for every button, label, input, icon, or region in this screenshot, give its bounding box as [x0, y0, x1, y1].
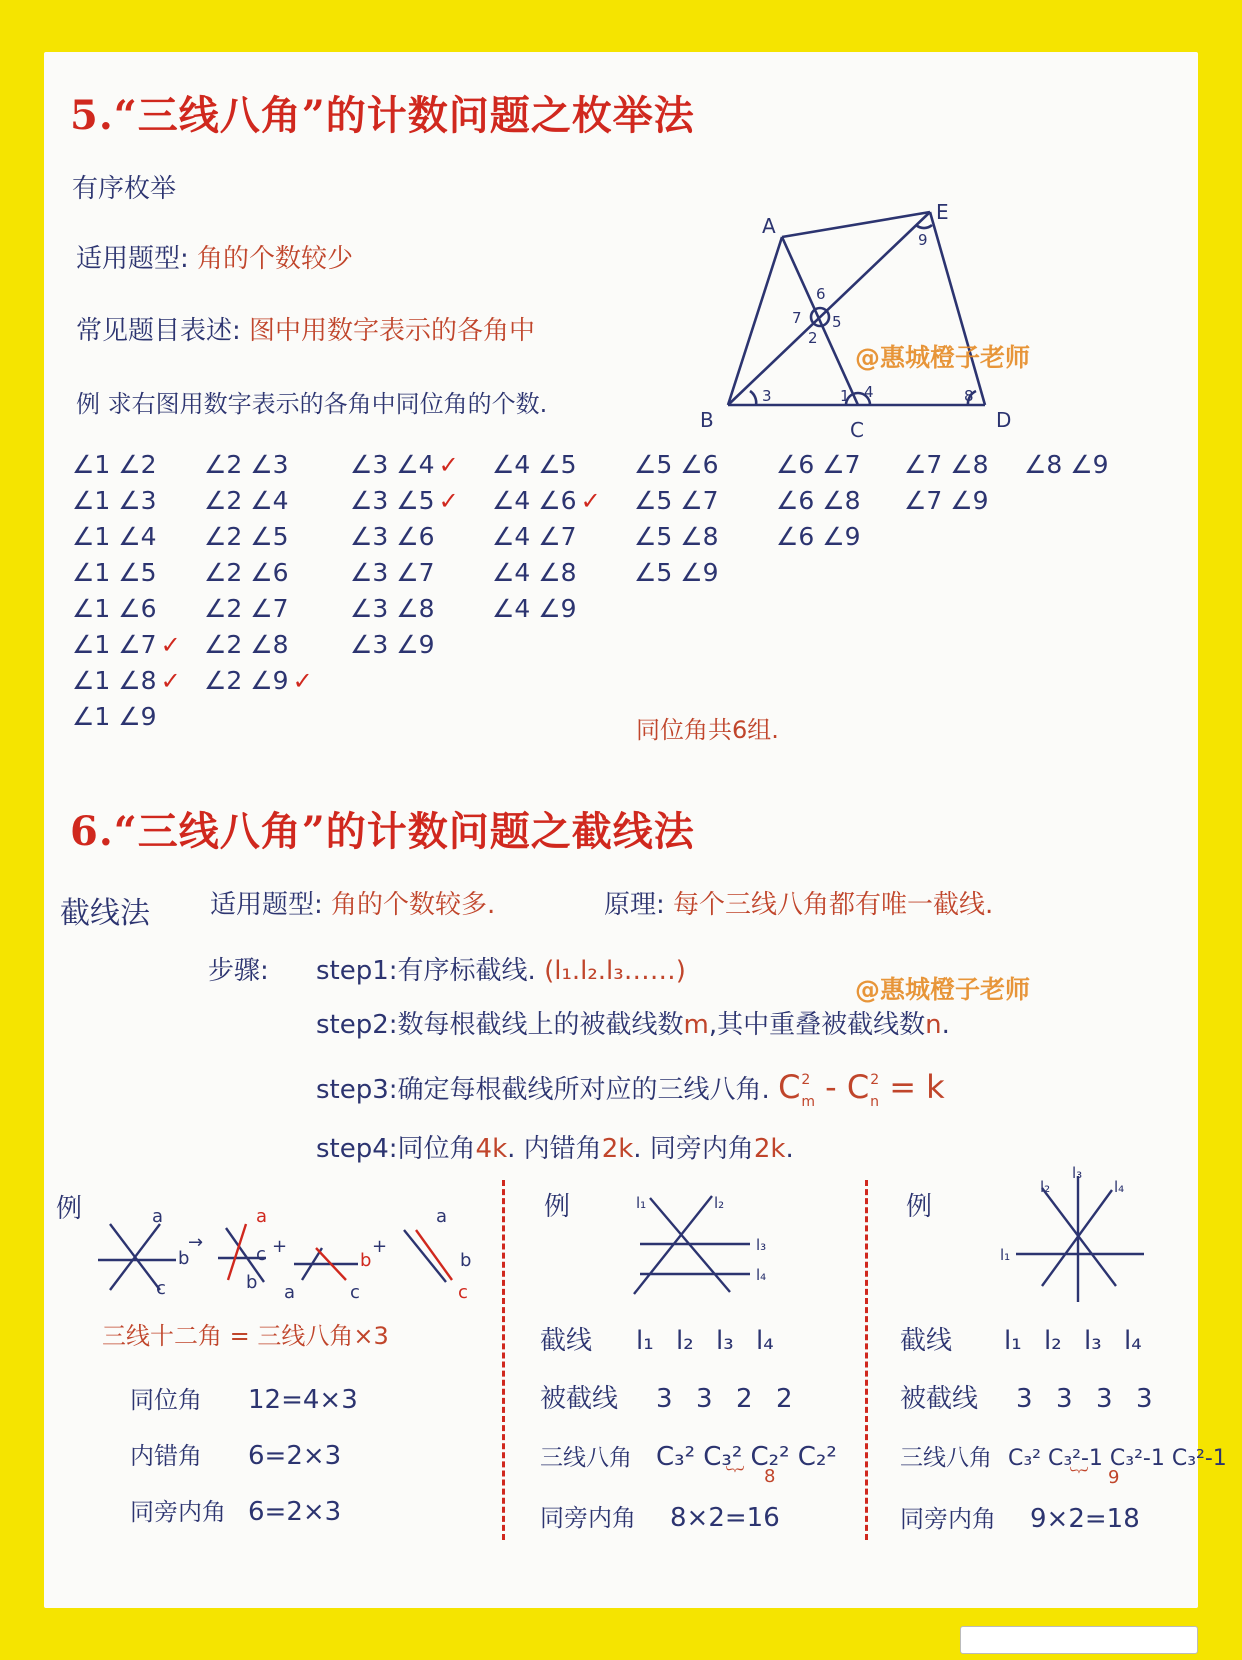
table-cell: 3	[656, 1384, 673, 1414]
angle-pair-text: ∠1 ∠2	[72, 450, 157, 479]
applicable-label-6: 适用题型:	[210, 890, 323, 920]
angle-3: 3	[762, 387, 772, 405]
trapezoid-figure	[700, 200, 1080, 465]
arrow: →	[188, 1232, 204, 1253]
angle-pair-text: ∠2 ∠6	[204, 558, 289, 587]
angle-pair-text: ∠1 ∠6	[72, 594, 157, 623]
step3-text: step3:确定每根截线所对应的三线八角.	[316, 1075, 770, 1105]
angle-pair-text: ∠1 ∠9	[72, 702, 157, 731]
angle-pair-text: ∠2 ∠7	[204, 594, 289, 623]
angle-pair-text: ∠6 ∠7	[776, 450, 861, 479]
angle-pair-text: ∠6 ∠8	[776, 486, 861, 515]
step1-text: step1:有序标截线.	[316, 956, 536, 986]
table-cell: 3	[1096, 1384, 1113, 1414]
step2-n: n	[925, 1010, 942, 1040]
table-cell: 2	[736, 1384, 753, 1414]
angle-pair	[72, 594, 157, 623]
section6-method: 截线法	[60, 896, 150, 931]
table-cell: 3	[1136, 1384, 1153, 1414]
angle-pair	[204, 666, 313, 695]
angle-pair-text: ∠2 ∠5	[204, 522, 289, 551]
svg-text:b: b	[360, 1250, 372, 1271]
angle-pair	[350, 486, 459, 515]
example1-table	[130, 1372, 358, 1540]
angle-count: 6=2×3	[248, 1441, 342, 1471]
step4-b-val: 2k	[601, 1134, 634, 1164]
angle-5: 5	[832, 313, 842, 331]
table-cell: l₂	[1044, 1326, 1062, 1356]
point-D: D	[996, 408, 1012, 432]
example3-table	[900, 1312, 1227, 1548]
minus: -	[814, 1068, 847, 1106]
angle-pair	[904, 486, 989, 515]
ex2-comb: C₃² C₃² C₂² C₂²	[656, 1442, 837, 1472]
common-label: 常见题目表述:	[76, 316, 241, 346]
equals-k: = k	[879, 1068, 945, 1106]
example1-formula: 三线十二角 = 三线八角×3	[102, 1322, 389, 1350]
angle-4: 4	[864, 383, 874, 401]
angle-pair	[72, 450, 157, 479]
example3-label: 例	[906, 1192, 933, 1222]
svg-text:b: b	[246, 1272, 258, 1293]
sub: m	[801, 1094, 815, 1110]
angle-pair-grid	[72, 450, 1172, 770]
step4-c-val: 2k	[753, 1134, 786, 1164]
principle-value: 每个三线八角都有唯一截线.	[673, 890, 994, 920]
angle-pair	[634, 522, 719, 551]
check-mark-icon: ✓	[438, 451, 459, 479]
watermark-1: @惠城橙子老师	[855, 343, 1031, 372]
ex2-header: 截线	[540, 1326, 593, 1356]
angle-pair-text: ∠5 ∠6	[634, 450, 719, 479]
separator-2	[865, 1180, 868, 1540]
angle-pair	[204, 558, 289, 587]
angle-pair-text: ∠2 ∠3	[204, 450, 289, 479]
ex3-cuts	[1016, 1384, 1176, 1414]
ex2-brace-value: 8	[764, 1466, 776, 1487]
angle-pair	[492, 522, 577, 551]
angle-pair-text: ∠7 ∠9	[904, 486, 989, 515]
angle-pair-text: ∠3 ∠9	[350, 630, 435, 659]
step3	[316, 1068, 945, 1110]
ex2-cut-label: 被截线	[540, 1384, 619, 1414]
applicable-value-6: 角的个数较多.	[331, 890, 496, 920]
table-cell: 3	[1016, 1384, 1033, 1414]
step1	[316, 950, 686, 987]
angle-pair	[492, 594, 577, 623]
label-b: b	[178, 1248, 190, 1269]
ex2-result: 8×2=16	[670, 1503, 780, 1533]
ex2-comb-row	[540, 1428, 837, 1487]
line-label-l2: l₂	[714, 1194, 725, 1212]
line-label-l4: l₄	[1114, 1178, 1125, 1196]
section5-example: 例 求右图用数字表示的各角中同位角的个数.	[76, 390, 548, 418]
point-B: B	[700, 408, 714, 432]
angle-pair-text: ∠8 ∠9	[1024, 450, 1109, 479]
angle-pair	[350, 594, 435, 623]
angle-pair	[72, 486, 157, 515]
label-c: c	[156, 1278, 166, 1299]
ex3-comb: C₃² C₃²-1 C₃²-1 C₃²-1	[1008, 1446, 1227, 1471]
ex2-cols	[636, 1326, 796, 1356]
example2-label: 例	[544, 1192, 571, 1222]
step4	[316, 1128, 794, 1165]
ex3-comb-row	[900, 1428, 1227, 1488]
angle-6: 6	[816, 285, 826, 303]
step2	[316, 1004, 950, 1041]
line-label-l4: l₄	[756, 1266, 767, 1284]
ex2-result-row	[540, 1489, 837, 1547]
line-label-l1: l₁	[1000, 1246, 1011, 1264]
angle-pair-text: ∠2 ∠9	[204, 666, 289, 695]
angle-pair	[204, 630, 289, 659]
angle-pair	[72, 666, 181, 695]
angle-9: 9	[918, 231, 928, 249]
example1-row	[130, 1428, 358, 1484]
angle-count: 6=2×3	[248, 1497, 342, 1527]
angle-pair	[204, 486, 289, 515]
angle-pair	[904, 450, 989, 479]
table-cell: l₄	[1124, 1326, 1142, 1356]
ex3-result-row	[900, 1490, 1227, 1548]
check-mark-icon: ✓	[580, 487, 601, 515]
svg-text:c: c	[350, 1282, 360, 1303]
ex3-result: 9×2=18	[1030, 1504, 1140, 1534]
svg-text:a: a	[256, 1206, 268, 1227]
angle-pair-text: ∠2 ∠4	[204, 486, 289, 515]
step4-end: .	[785, 1134, 794, 1164]
step4-c: . 同旁内角	[633, 1134, 754, 1164]
ex2-cut-row	[540, 1370, 837, 1428]
table-cell: 3	[696, 1384, 713, 1414]
example1-label: 例	[56, 1194, 83, 1224]
angle-pair	[1024, 450, 1109, 479]
example2-lines-figure	[630, 1188, 790, 1298]
angle-pair-text: ∠5 ∠9	[634, 558, 719, 587]
angle-pair	[350, 630, 435, 659]
ex3-comb-label: 三线八角	[900, 1445, 992, 1471]
ex3-cols	[1004, 1326, 1164, 1356]
angle-type: 同位角	[130, 1386, 202, 1414]
svg-text:+: +	[372, 1236, 388, 1257]
angle-pair-text: ∠6 ∠9	[776, 522, 861, 551]
check-mark-icon: ✓	[160, 667, 181, 695]
angle-pair-text: ∠5 ∠8	[634, 522, 719, 551]
ex3-result-label: 同旁内角	[900, 1505, 996, 1533]
example1-row	[130, 1484, 358, 1540]
angle-pair	[204, 522, 289, 551]
step2-mid: ,其中重叠被截线数	[708, 1010, 926, 1040]
angle-pair-text: ∠5 ∠7	[634, 486, 719, 515]
section5-title: 5.“三线八角”的计数问题之枚举法	[70, 92, 695, 139]
section5-applicable	[76, 238, 353, 275]
example3-lines-figure	[996, 1166, 1156, 1306]
angle-pair	[72, 702, 157, 731]
angle-type: 同旁内角	[130, 1498, 226, 1526]
combination-symbol: C	[846, 1068, 870, 1106]
angle-7: 7	[792, 309, 802, 327]
angle-2: 2	[808, 329, 818, 347]
svg-text:b: b	[460, 1250, 472, 1271]
steps-label: 步骤:	[208, 956, 269, 986]
angle-pair-text: ∠1 ∠7	[72, 630, 157, 659]
check-mark-icon: ✓	[160, 631, 181, 659]
sub: n	[870, 1094, 880, 1110]
angle-pair	[72, 522, 157, 551]
section6-principle	[604, 884, 993, 921]
table-cell: l₄	[756, 1326, 774, 1356]
angle-pair-text: ∠1 ∠3	[72, 486, 157, 515]
angle-pair-text: ∠3 ∠4	[350, 450, 435, 479]
example1-lines-figure	[96, 1200, 486, 1303]
example1-row	[130, 1372, 358, 1428]
section6-title: 6.“三线八角”的计数问题之截线法	[70, 808, 695, 855]
angle-pair-text: ∠3 ∠8	[350, 594, 435, 623]
step1-value: (l₁.l₂.l₃……)	[544, 956, 686, 986]
ex2-result-label: 同旁内角	[540, 1504, 636, 1532]
angle-count: 12=4×3	[248, 1385, 358, 1415]
applicable-label: 适用题型:	[76, 244, 189, 274]
angle-pair	[492, 558, 577, 587]
check-mark-icon: ✓	[438, 487, 459, 515]
ex3-brace: ︸ 9	[1070, 1467, 1120, 1488]
angle-pair	[204, 594, 289, 623]
table-cell: l₁	[1004, 1326, 1022, 1356]
angle-pair-text: ∠3 ∠7	[350, 558, 435, 587]
step3-formula	[778, 1068, 945, 1110]
table-cell: l₃	[716, 1326, 734, 1356]
svg-text:a: a	[284, 1282, 296, 1303]
angle-8: 8	[964, 387, 974, 405]
angle-pair	[634, 450, 719, 479]
section5-common	[76, 310, 535, 347]
angle-type: 内错角	[130, 1442, 202, 1470]
line-label-l3: l₃	[1072, 1164, 1083, 1182]
angle-pair	[492, 486, 601, 515]
label-a: a	[152, 1206, 164, 1227]
angle-pair	[776, 522, 861, 551]
sup: 2	[801, 1072, 811, 1088]
table-cell: 3	[1056, 1384, 1073, 1414]
section5-result: 同位角共6组.	[636, 716, 779, 744]
angle-pair	[72, 558, 157, 587]
step2-end: .	[941, 1010, 950, 1040]
table-cell: l₃	[1084, 1326, 1102, 1356]
principle-label: 原理:	[604, 890, 665, 920]
svg-text:+: +	[272, 1236, 288, 1257]
angle-pair	[204, 450, 289, 479]
combination-symbol: C	[778, 1068, 801, 1106]
ex2-comb-label: 三线八角	[540, 1445, 632, 1471]
angle-pair	[634, 486, 719, 515]
angle-pair	[634, 558, 719, 587]
svg-text:c: c	[256, 1244, 266, 1265]
sup: 2	[870, 1072, 880, 1088]
image-viewer-toolbar[interactable]	[960, 1626, 1198, 1654]
table-cell: l₁	[636, 1326, 654, 1356]
step2-text: step2:数每根截线上的被截线数	[316, 1010, 684, 1040]
angle-1: 1	[840, 387, 850, 405]
step4-b: . 内错角	[507, 1134, 602, 1164]
angle-pair-text: ∠1 ∠5	[72, 558, 157, 587]
angle-pair-text: ∠4 ∠7	[492, 522, 577, 551]
angle-pair	[350, 558, 435, 587]
table-cell: l₂	[676, 1326, 694, 1356]
angle-pair-text: ∠3 ∠5	[350, 486, 435, 515]
point-A: A	[762, 214, 776, 238]
ex2-brace: ︸ 8	[726, 1466, 776, 1487]
ex2-cuts	[656, 1384, 816, 1414]
separator-1	[502, 1180, 505, 1540]
angle-pair	[776, 450, 861, 479]
table-cell: 2	[776, 1384, 793, 1414]
ex3-header: 截线	[900, 1326, 953, 1356]
point-E: E	[936, 200, 949, 224]
line-label-l2: l₂	[1040, 1178, 1051, 1196]
ex3-header-row	[900, 1312, 1227, 1370]
svg-text:a: a	[436, 1206, 448, 1227]
angle-pair-text: ∠7 ∠8	[904, 450, 989, 479]
angle-pair	[492, 450, 577, 479]
angle-pair-text: ∠1 ∠8	[72, 666, 157, 695]
angle-pair-text: ∠4 ∠9	[492, 594, 577, 623]
check-mark-icon: ✓	[292, 667, 313, 695]
example2-table	[540, 1312, 837, 1547]
ex3-cut-row	[900, 1370, 1227, 1428]
angle-pair-text: ∠4 ∠8	[492, 558, 577, 587]
common-value: 图中用数字表示的各角中	[249, 316, 536, 346]
angle-pair	[350, 450, 459, 479]
step4-a-val: 4k	[475, 1134, 508, 1164]
step2-m: m	[683, 1010, 709, 1040]
point-C: C	[850, 418, 864, 442]
svg-text:c: c	[458, 1282, 468, 1303]
step4-a: step4:同位角	[316, 1134, 476, 1164]
ex3-brace-value: 9	[1108, 1467, 1120, 1488]
section5-method: 有序枚举	[72, 174, 177, 204]
angle-pair-text: ∠3 ∠6	[350, 522, 435, 551]
line-label-l1: l₁	[636, 1194, 647, 1212]
angle-pair-text: ∠1 ∠4	[72, 522, 157, 551]
angle-pair	[350, 522, 435, 551]
angle-pair	[776, 486, 861, 515]
section6-applicable	[210, 884, 495, 921]
watermark-2: @惠城橙子老师	[855, 975, 1031, 1004]
applicable-value: 角的个数较少	[197, 244, 354, 274]
angle-pair	[72, 630, 181, 659]
ex2-header-row	[540, 1312, 837, 1370]
angle-pair-text: ∠4 ∠5	[492, 450, 577, 479]
ex3-cut-label: 被截线	[900, 1384, 979, 1414]
angle-pair-text: ∠4 ∠6	[492, 486, 577, 515]
line-label-l3: l₃	[756, 1236, 767, 1254]
angle-pair-text: ∠2 ∠8	[204, 630, 289, 659]
